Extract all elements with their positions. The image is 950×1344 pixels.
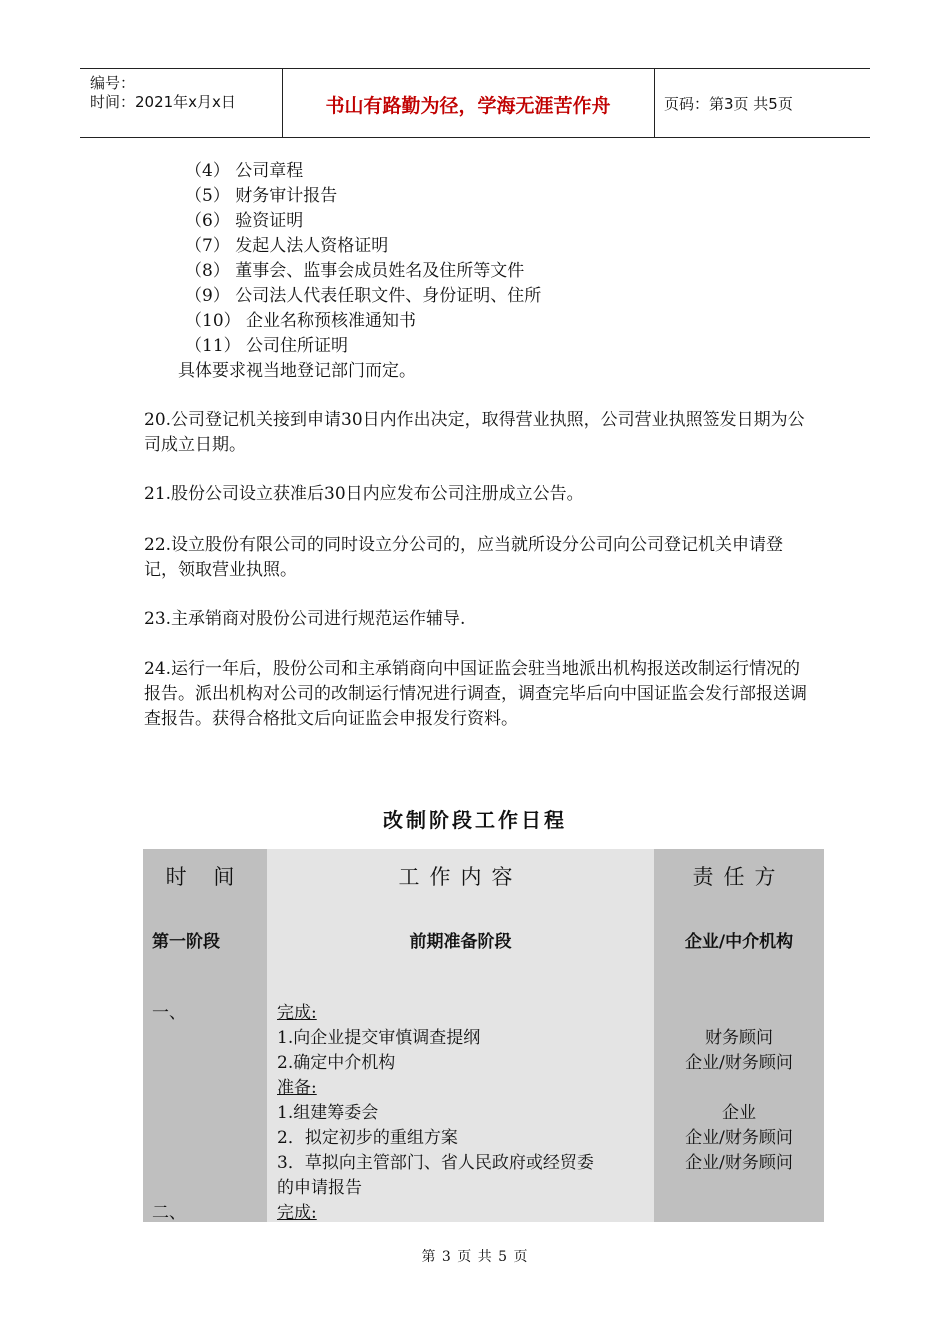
list-item: （4） 公司章程 <box>185 161 304 181</box>
header-motto-cell <box>282 69 655 137</box>
prepare-label: 准备: <box>277 1078 317 1098</box>
content-column <box>267 849 654 1222</box>
paragraph-21: 21.股份公司设立获准后30日内应发布公司注册成立公告。 <box>144 484 584 504</box>
list-item: （10） 企业名称预核准通知书 <box>185 311 417 331</box>
schedule-table <box>143 849 824 1222</box>
list-item: （9） 公司法人代表任职文件、身份证明、住所 <box>185 286 542 306</box>
time-header: 时 间 <box>165 865 245 889</box>
complete-label-2: 完成: <box>277 1203 317 1223</box>
list-item: （6） 验资证明 <box>185 211 304 231</box>
complete-item: 1.向企业提交审慎调查提纲 <box>277 1028 481 1048</box>
stage-time: 第一阶段 <box>152 932 220 952</box>
time-column <box>143 849 267 1222</box>
content-header: 工作内容 <box>398 865 523 889</box>
document-number: 编号： <box>90 74 136 92</box>
list-item: （7） 发起人法人资格证明 <box>185 236 389 256</box>
list-item: （11） 公司住所证明 <box>185 336 349 356</box>
prepare-item: 3．草拟向主管部门、省人民政府或经贸委 <box>277 1153 594 1173</box>
responsible-item: 企业 <box>722 1103 756 1123</box>
paragraph-22: 22.设立股份有限公司的同时设立分公司的，应当就所设分公司向公司登记机关申请登记，领取营业执照。 <box>144 535 784 580</box>
stage-content: 前期准备阶段 <box>409 932 512 952</box>
header-page-cell <box>654 69 870 137</box>
responsible-column <box>654 849 824 1222</box>
header-meta-cell <box>80 69 283 137</box>
responsible-item: 企业/财务顾问 <box>685 1153 793 1173</box>
complete-label: 完成: <box>277 1003 317 1023</box>
paragraph-23: 23.主承销商对股份公司进行规范运作辅导. <box>144 609 466 629</box>
prepare-item: 的申请报告 <box>277 1178 362 1198</box>
schedule-title: 改制阶段工作日程 <box>383 808 567 832</box>
step-one-label: 一、 <box>152 1003 186 1023</box>
list-item: （5） 财务审计报告 <box>185 186 338 206</box>
stage-responsible: 企业/中介机构 <box>684 932 794 952</box>
responsible-item: 企业/财务顾问 <box>685 1128 793 1148</box>
complete-item: 2.确定中介机构 <box>277 1053 396 1073</box>
responsible-item: 财务顾问 <box>705 1028 773 1048</box>
page-header <box>80 68 870 138</box>
paragraph-24: 24.运行一年后，股份公司和主承销商向中国证监会驻当地派出机构报送改制运行情况的报告。派出机构对公司的改制运行情况进行调查，调查完毕后向中国证监会发行部报送调查报告。获得合格批文后向证监会申报发行资料。 <box>144 659 807 729</box>
header-motto: 书山有路勤为径，学海无涯苦作舟 <box>325 95 611 117</box>
header-page-number: 页码：第3页 共5页 <box>664 95 793 113</box>
prepare-item: 2．拟定初步的重组方案 <box>277 1128 458 1148</box>
paragraph-20: 20.公司登记机关接到申请30日内作出决定，取得营业执照，公司营业执照签发日期为公司成立日期。 <box>144 410 805 455</box>
list-note: 具体要求视当地登记部门而定。 <box>178 361 416 381</box>
list-item: （8） 董事会、监事会成员姓名及住所等文件 <box>185 261 525 281</box>
step-two-label: 二、 <box>152 1203 186 1223</box>
responsible-header: 责任方 <box>692 865 786 889</box>
page-footer: 第 3 页 共 5 页 <box>421 1249 529 1265</box>
document-time: 时间：2021年x月x日 <box>90 93 236 111</box>
responsible-item: 企业/财务顾问 <box>685 1053 793 1073</box>
prepare-item: 1.组建筹委会 <box>277 1103 379 1123</box>
